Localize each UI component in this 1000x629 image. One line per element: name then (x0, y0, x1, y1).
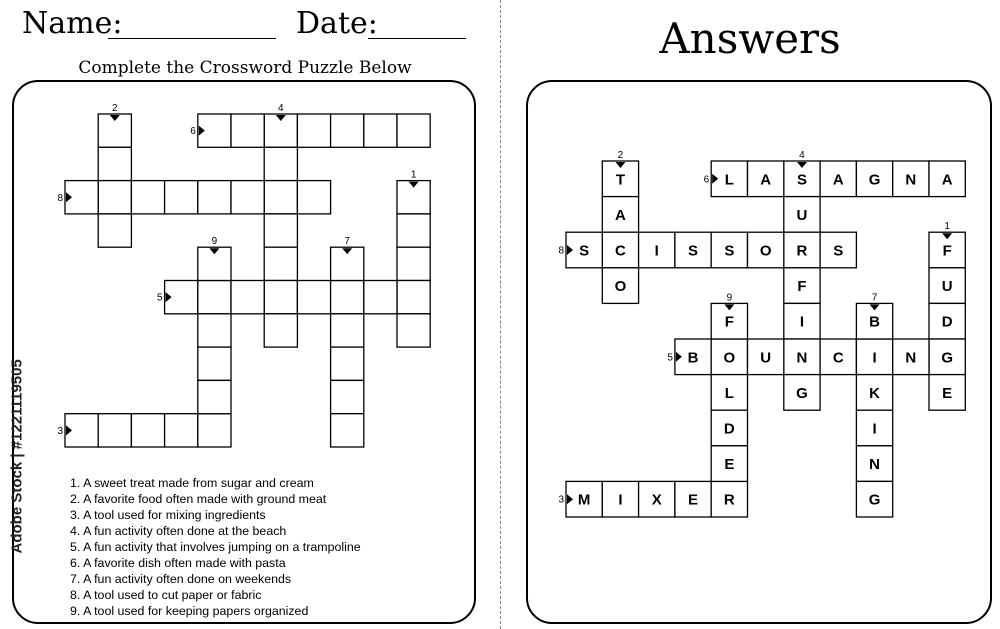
clue-number: 6 (190, 126, 196, 138)
answer-letter: G (941, 349, 953, 367)
answer-letter: T (615, 171, 626, 189)
answer-letter: S (833, 242, 844, 260)
clue-item: 4. A fun activity often done at the beach (70, 524, 287, 538)
answer-letter: L (724, 384, 734, 402)
crossword-cell (364, 281, 397, 314)
answer-letter: B (869, 313, 880, 331)
date-label: Date: (296, 6, 378, 41)
crossword-cell (397, 281, 430, 314)
instructions: Complete the Crossword Puzzle Below (78, 58, 412, 78)
clue-number: 6 (703, 174, 710, 186)
clue-number: 1 (944, 221, 950, 233)
clue-item: 2. A favorite food often made with ground meat (70, 492, 327, 506)
crossword-cell (331, 380, 364, 413)
crossword-cell (331, 347, 364, 380)
answer-letter: F (724, 313, 734, 331)
answer-letter: I (618, 491, 623, 509)
clue-number: 2 (617, 150, 624, 161)
answer-letter: C (615, 242, 626, 260)
answer-letter: A (615, 206, 626, 224)
crossword-cell (331, 314, 364, 347)
crossword-cell (231, 281, 264, 314)
answer-letter: X (651, 491, 662, 509)
crossword-cell (264, 281, 297, 314)
answer-letter: F (797, 278, 807, 296)
clue-item: 7. A fun activity often done on weekends (70, 572, 292, 586)
crossword-cell (264, 147, 297, 180)
answer-letter: S (688, 242, 699, 260)
answer-letter: B (687, 349, 699, 367)
crossword-cell (397, 314, 430, 347)
crossword-cell (331, 281, 364, 314)
name-label: Name: (22, 6, 123, 41)
answer-letter: A (832, 171, 844, 189)
crossword-cell (397, 214, 430, 247)
crossword-cell (98, 214, 131, 247)
answer-letter: D (723, 420, 735, 438)
answer-letter: F (942, 242, 952, 260)
crossword-cell (98, 147, 131, 180)
crossword-cell (198, 281, 231, 314)
answer-letter: C (832, 349, 844, 367)
crossword-cell (98, 181, 131, 214)
answer-letter: O (759, 242, 772, 260)
crossword-cell (131, 414, 164, 447)
crossword-cell (364, 114, 397, 147)
answer-letter: N (905, 349, 917, 367)
crossword-cell (198, 380, 231, 413)
clue-number: 9 (726, 292, 733, 304)
answer-letter: I (799, 313, 805, 331)
crossword-cell (297, 181, 330, 214)
clue-number: 7 (871, 292, 878, 304)
crossword-cell (165, 414, 198, 447)
clue-number: 2 (112, 103, 118, 114)
answer-letter: D (941, 313, 953, 331)
clue-number: 3 (558, 494, 564, 506)
crossword-cell (198, 314, 231, 347)
answer-letter: N (869, 456, 880, 474)
answer-letter: N (905, 171, 917, 189)
crossword-cell (397, 247, 430, 280)
crossword-cell (198, 181, 231, 214)
crossword-cell (397, 114, 430, 147)
answer-letter: U (796, 206, 808, 224)
answer-letter: G (868, 171, 881, 189)
clue-number: 9 (211, 236, 218, 248)
answer-letter: E (942, 384, 953, 402)
clue-item: 8. A tool used to cut paper or fabric (70, 588, 262, 602)
crossword-cell (264, 181, 297, 214)
clue-number: 1 (410, 169, 417, 181)
watermark-text: Adobe Stock | #1221119505 (8, 359, 26, 554)
clue-number: 4 (799, 150, 805, 161)
clue-number: 3 (57, 425, 63, 437)
answer-letter: I (872, 349, 877, 367)
answer-letter: L (724, 171, 734, 189)
answer-letter: K (869, 384, 880, 402)
answer-letter: O (614, 278, 627, 296)
clue-number: 8 (558, 245, 564, 257)
clue-number: 7 (344, 236, 350, 248)
answer-letter: G (868, 491, 881, 509)
answer-letter: U (941, 278, 953, 296)
answer-letter: E (724, 456, 735, 474)
clue-item: 1. A sweet treat made from sugar and cream (70, 476, 314, 490)
crossword-cell (297, 114, 330, 147)
crossword-cell (231, 181, 264, 214)
answer-letter: E (688, 491, 699, 509)
clue-item: 6. A favorite dish often made with pasta (70, 556, 286, 570)
answer-letter: M (577, 491, 591, 509)
clue-item: 3. A tool used for mixing ingredients (70, 508, 266, 522)
crossword-cell (264, 247, 297, 280)
answer-letter: R (723, 491, 735, 509)
answer-letter: A (941, 171, 953, 189)
crossword-cell (165, 181, 198, 214)
crossword-cell (231, 114, 264, 147)
answer-letter: O (723, 349, 736, 367)
crossword-cell (331, 414, 364, 447)
clue-item: 5. A fun activity that involves jumping on a trampoline (70, 540, 361, 554)
crossword-cell (331, 114, 364, 147)
crossword-cell (297, 281, 330, 314)
answer-letter: N (796, 349, 808, 367)
answer-letter: S (579, 242, 590, 260)
answer-letter: R (796, 242, 808, 260)
crossword-cell (98, 414, 131, 447)
clue-list (70, 475, 361, 619)
crossword-cell (264, 314, 297, 347)
answer-letter: S (796, 171, 807, 189)
clue-number: 8 (57, 192, 63, 204)
crossword-cell (198, 347, 231, 380)
crossword-cell (198, 414, 231, 447)
answer-letter: I (872, 420, 877, 438)
clue-number: 5 (667, 352, 673, 364)
clue-item: 9. A tool used for keeping papers organized (70, 604, 309, 618)
answer-letter: U (760, 349, 772, 367)
answers-title: Answers (659, 14, 841, 63)
clue-number: 4 (278, 103, 284, 114)
clue-number: 5 (157, 292, 163, 304)
answer-letter: I (654, 242, 659, 260)
answer-letter: S (724, 242, 735, 260)
answer-letter: A (760, 171, 772, 189)
answer-letter: G (796, 384, 808, 402)
crossword-cell (131, 181, 164, 214)
crossword-cell (264, 214, 297, 247)
